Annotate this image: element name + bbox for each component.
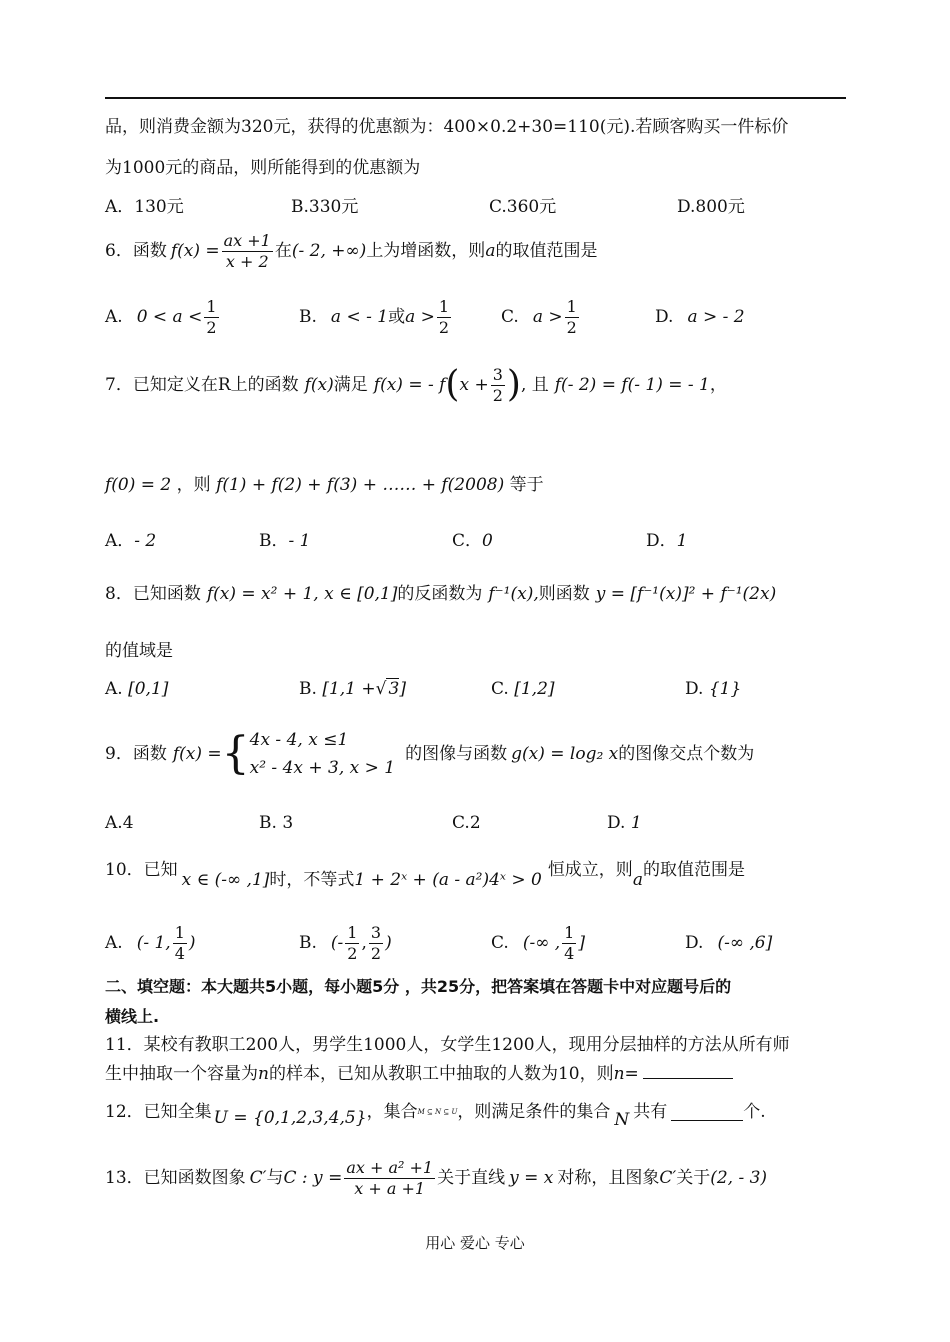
q11-answer-blank[interactable]: [643, 1062, 733, 1079]
q10-option-d: D. (-∞ ,6]: [685, 933, 773, 953]
q9-stem: 9．函数 f(x) = { 4x - 4, x ≤1 x² - 4x + 3, x > 1 的图像与函数 g(x) = log₂ x 的图像交点个数为: [105, 718, 754, 790]
q5-line2: 为1000元的商品，则所能得到的优惠额为: [105, 158, 421, 178]
q5-option-d: D.800元: [677, 197, 745, 217]
q5-option-b: B.330元: [291, 197, 359, 217]
q7-option-c: C．0: [452, 531, 493, 551]
q6-option-c: C. a > $\frac{1}{2}$: [501, 296, 577, 337]
q7-option-b: B．- 1: [259, 531, 311, 551]
q7-line2: f(0) = 2 ，则 f(1) + f(2) + f(3) + …… + f(2008) 等于: [105, 475, 544, 495]
q12-answer-blank[interactable]: [671, 1104, 743, 1121]
q8-option-a: A. [0,1]: [105, 679, 169, 699]
q8-stem: 8．已知函数 f(x) = x² + 1, x ∈ [0,1] 的反函数为 f⁻¹(x), 则函数 y = [f⁻¹(x)]² + f⁻¹(2x): [105, 584, 777, 604]
q10-stem: 10．已知 x ∈ (-∞ ,1] 时，不等式 1 + 2ˣ + (a - a²)4ˣ > 0 恒成立，则 a 的取值范围是: [105, 860, 745, 890]
q5-line1: 品，则消费金额为320元，获得的优惠额为：400×0.2+30=110(元).若顾客购买一件标价: [105, 117, 789, 137]
q6-fraction: $\frac{ax +1}{x + 2}$: [223, 230, 271, 271]
q10-option-c: C. (-∞ , $\frac{1}{4}$ ]: [491, 922, 585, 963]
q7-option-d: D．1: [646, 531, 688, 551]
q10-option-b: B. (- $\frac{1}{2}$ , $\frac{3}{2}$ ): [299, 922, 392, 963]
q10-option-a: A. (- 1, $\frac{1}{4}$ ): [105, 922, 196, 963]
q8-option-d: D. {1}: [685, 679, 742, 699]
section2-heading-line1: 二、填空题：本大题共5小题，每小题5分 ，共25分，把答案填在答题卡中对应题号后的: [105, 977, 732, 996]
q7-stem: 7．已知定义在R上的函数 f(x) 满足 f(x) = - f ( x + $\frac{3}{2}$ ) , 且 f(- 2) = f(- 1) = - 1 ，: [105, 364, 727, 405]
section2-heading-line2: 横线上.: [105, 1007, 160, 1026]
q6-option-a: A. 0 < a < $\frac{1}{2}$: [105, 296, 217, 337]
page-footer: 用心 爱心 专心: [425, 1234, 525, 1252]
q11-line1: 11．某校有教职工200人，男学生1000人，女学生1200人，现用分层抽样的方法从所有师: [105, 1035, 790, 1055]
q6-option-b: B. a < - 1 或 a > $\frac{1}{2}$: [299, 296, 450, 337]
header-rule: [105, 97, 846, 99]
q13-stem: 13．已知函数图象 C′ 与 C : y = $\frac{\text{ax + a² +1}}{x + a +1}$ 关于直线 y = x 对称，且图象 C′ 关于 (2, - 3): [105, 1157, 768, 1198]
q9-option-a: A.4: [105, 813, 134, 833]
q8-option-b: B. [1,1 +√ 3]: [299, 679, 406, 699]
q9-piecewise: 4x - 4, x ≤1 x² - 4x + 3, x > 1: [249, 730, 396, 778]
q6-option-d: D. a > - 2: [655, 307, 745, 327]
q11-line2: 生中抽取一个容量为n的样本，已知从教职工中抽取的人数为10，则n=: [105, 1062, 733, 1085]
q6-stem: 6．函数 f(x) = $\frac{ax +1}{x + 2}$ 在 (- 2, +∞) 上为增函数，则 a 的取值范围是: [105, 230, 598, 271]
q12-stem: 12．已知全集 U = {0,1,2,3,4,5} ，集合 M ⊆ N ⊆ U ，则满足条件的集合 N 共有 个.: [105, 1102, 766, 1130]
q9-option-c: C.2: [452, 813, 481, 833]
q9-option-b: B. 3: [259, 813, 294, 833]
q8-line2: 的值域是: [105, 641, 173, 661]
q9-option-d: D. 1: [607, 813, 642, 833]
q5-option-a: A．130元: [105, 197, 184, 217]
q8-option-c: C. [1,2]: [491, 679, 555, 699]
q13-fraction: $\frac{\text{ax + a² +1}}{x + a +1}$: [346, 1157, 434, 1198]
q7-option-a: A．- 2: [105, 531, 157, 551]
q5-option-c: C.360元: [489, 197, 557, 217]
